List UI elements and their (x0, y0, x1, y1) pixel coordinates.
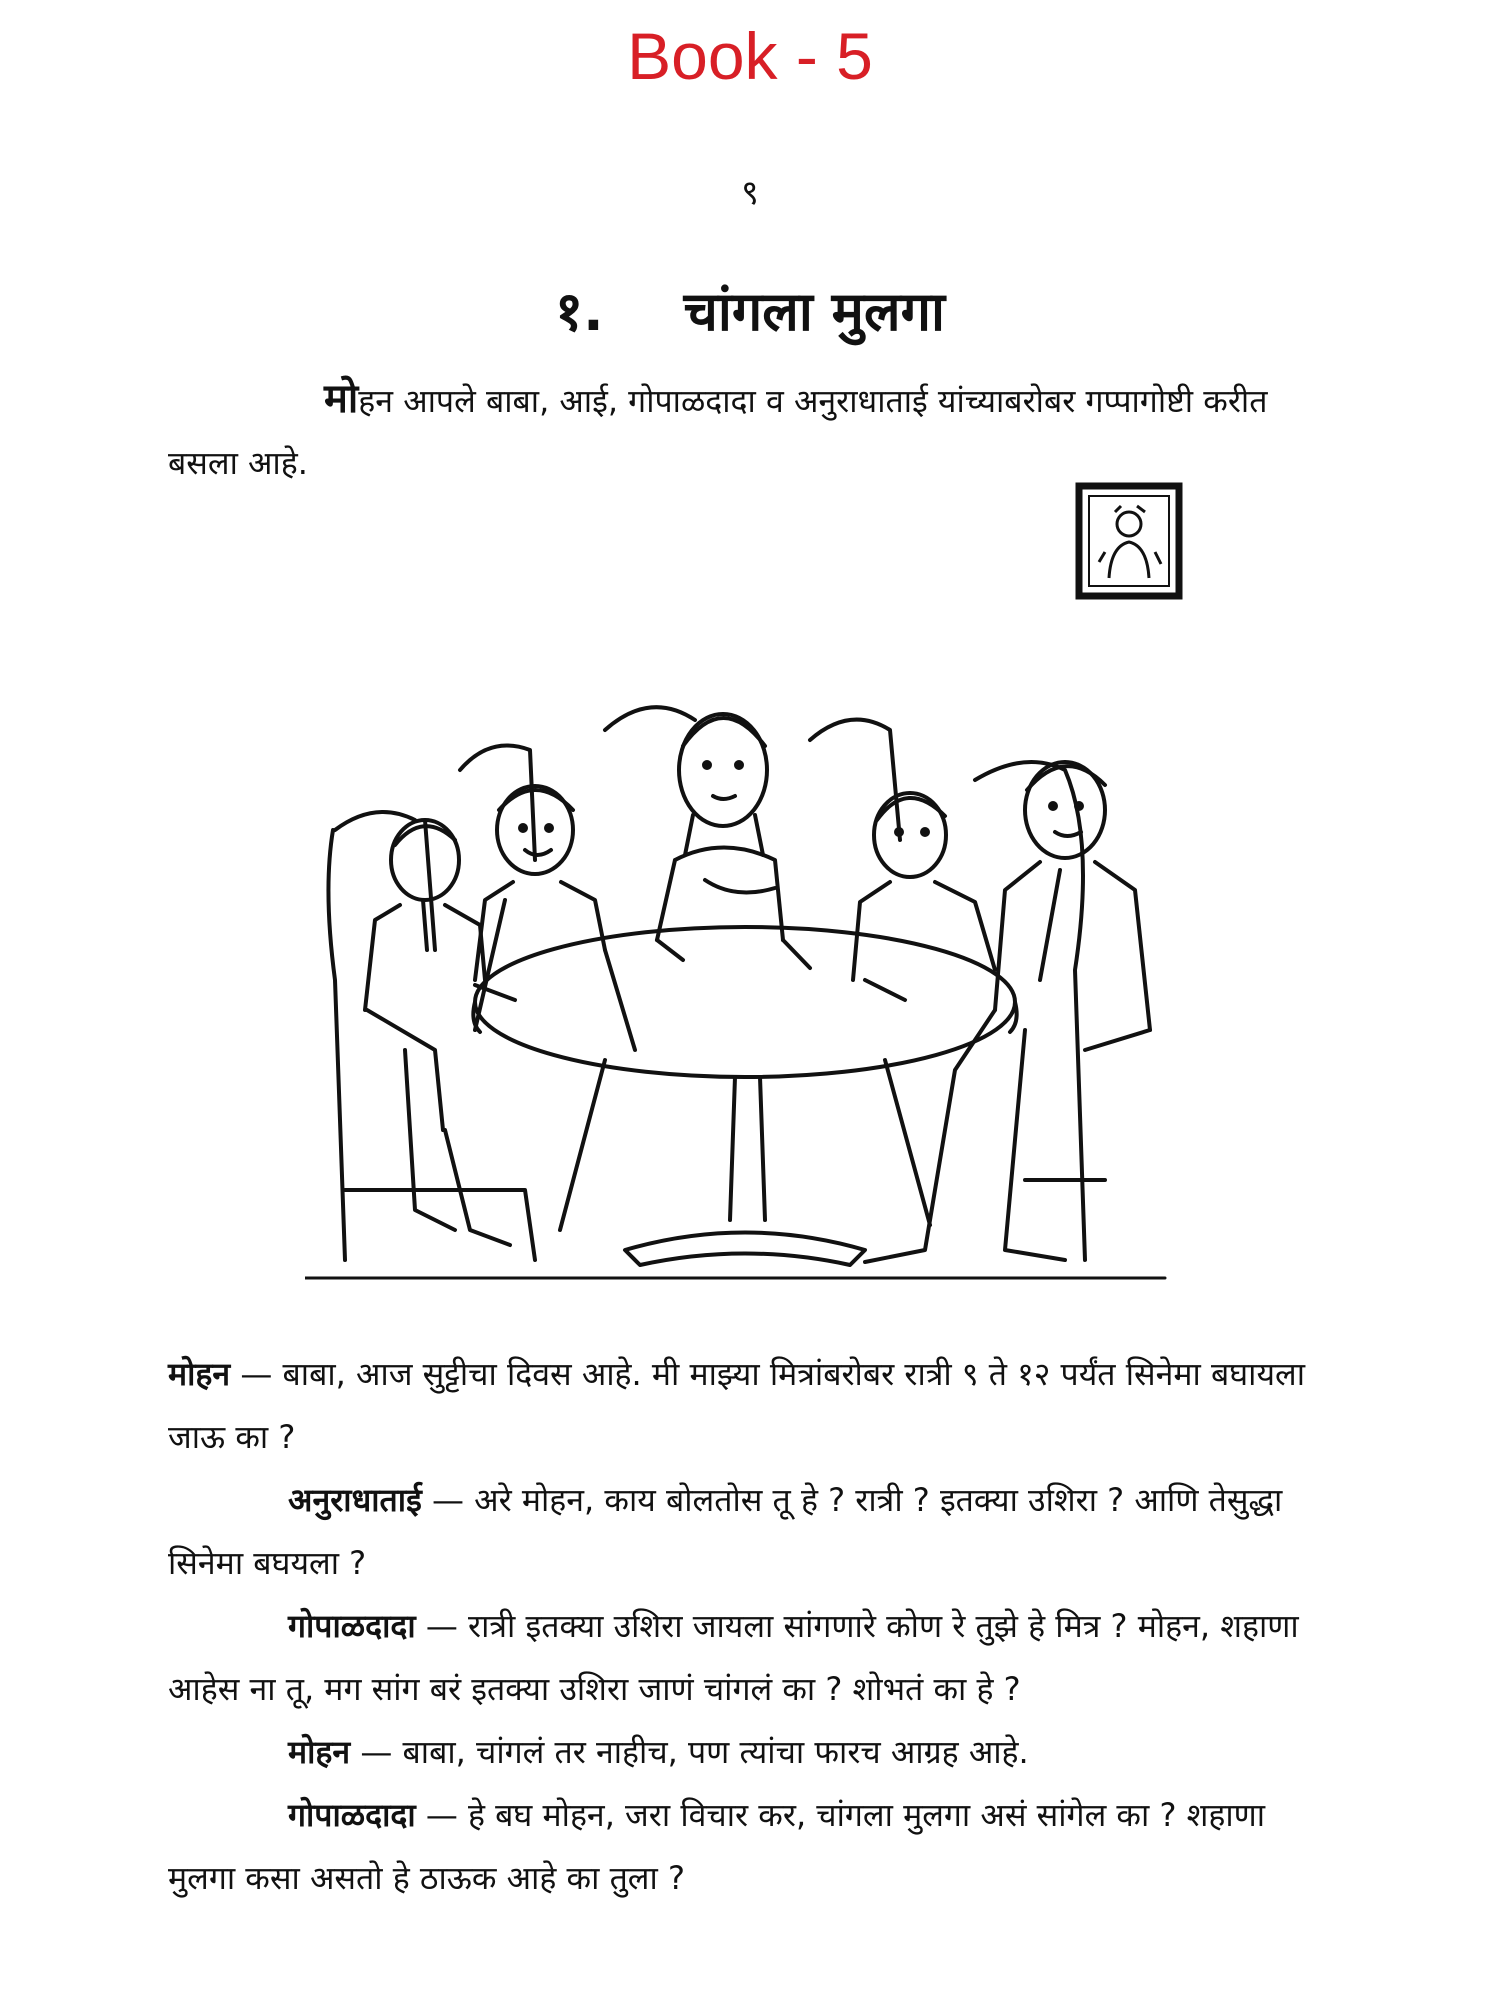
dialogue-line (168, 1721, 1328, 1784)
dialogue-line (168, 1469, 1328, 1595)
dialogue-text: — हे बघ मोहन, जरा विचार कर, चांगला मुलगा असं सांगेल का ? शहाणा मुलगा कसा असतो हे ठाऊक आहे का तुला ? (168, 1796, 1266, 1897)
page-number: ९ (741, 173, 759, 213)
dialogue-line (168, 1343, 1328, 1469)
speaker-name: अनुराधाताई (288, 1481, 422, 1519)
speaker-name: मोहन (168, 1355, 231, 1393)
chapter-title-text: चांगला मुलगा (683, 280, 945, 343)
intro-lead: मो (324, 376, 359, 422)
intro-paragraph (168, 368, 1328, 494)
dialogue-text: — बाबा, चांगलं तर नाहीच, पण त्यांचा फारच आग्रह आहे. (350, 1733, 1029, 1771)
intro-text: हन आपले बाबा, आई, गोपाळदादा व अनुराधाताई यांच्याबरोबर गप्पागोष्टी करीत बसला आहे. (168, 382, 1268, 482)
dialogue-section (168, 1343, 1328, 1910)
chapter-number: १. (555, 280, 604, 343)
speaker-name: मोहन (288, 1733, 351, 1771)
portrait-frame-image (1075, 482, 1183, 600)
chapter-title (0, 272, 1500, 346)
speaker-name: गोपाळदादा (288, 1796, 416, 1834)
book-label: Book - 5 (627, 19, 873, 93)
dialogue-text: — बाबा, आज सुट्टीचा दिवस आहे. मी माझ्या मित्रांबरोबर रात्री ९ ते १२ पर्यंत सिनेमा बघायला जाऊ का ? (168, 1355, 1305, 1456)
family-table-illustration (305, 650, 1185, 1290)
speaker-name: गोपाळदादा (288, 1607, 416, 1645)
dialogue-line (168, 1784, 1328, 1910)
dialogue-text: — अरे मोहन, काय बोलतोस तू हे ? रात्री ? इतक्या उशिरा ? आणि तेसुद्धा सिनेमा बघयला ? (168, 1481, 1283, 1582)
dialogue-line (168, 1595, 1328, 1721)
dialogue-text: — रात्री इतक्या उशिरा जायला सांगणारे कोण रे तुझे हे मित्र ? मोहन, शहाणा आहेस ना तू, मग सांग बरं इतक्या उशिरा जाणं चांगलं का ? शोभतं का हे ? (168, 1607, 1299, 1708)
